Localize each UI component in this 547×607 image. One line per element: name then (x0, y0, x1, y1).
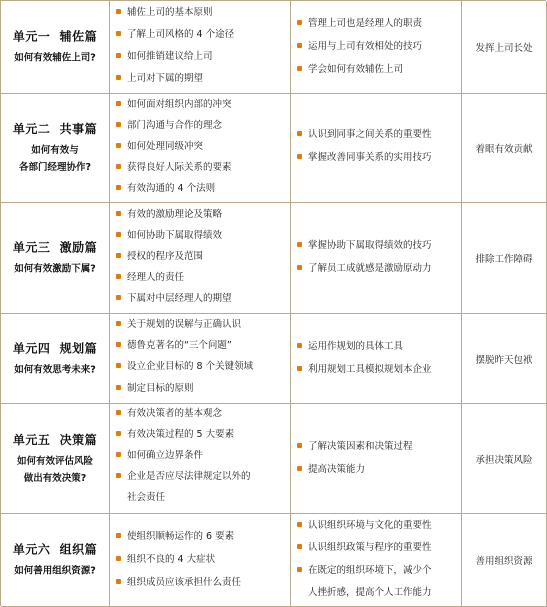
unit-title: 单元一 辅佐篇 (12, 29, 98, 44)
bullet-icon (116, 473, 121, 478)
bullet-icon (116, 410, 121, 415)
unit-header-cell (1, 203, 110, 313)
bullet-icon (116, 342, 121, 347)
topics-cell: 辅佐上司的基本原则 了解上司风格的 4 个途径 如何推销建议给上司 上司对下属的期望 (110, 1, 291, 93)
bullet-icon (116, 9, 121, 14)
result-cell (462, 404, 547, 513)
unit-title: 单元二 共事篇 (12, 122, 98, 136)
bullet-icon (297, 43, 302, 48)
topics-cell: 如何面对组织内部的冲突 部门沟通与合作的理念 如何处理同级冲突 获得良好人际关系的要素 有效沟通的 4 个法则 (110, 94, 291, 202)
unit-question: 如何善用组织资源? (14, 565, 96, 577)
bullet-icon (297, 242, 302, 247)
bullet-icon (297, 544, 302, 549)
unit-row (1, 514, 547, 607)
bullet-icon (116, 385, 121, 390)
result-cell (462, 314, 547, 403)
result-text: 排除工作障碍 (475, 254, 533, 265)
result-text: 善用组织资源 (475, 556, 533, 567)
unit-header-cell (1, 514, 110, 606)
bullet-icon (116, 75, 121, 80)
bullet-icon (116, 53, 121, 58)
result-cell (462, 1, 547, 93)
unit-title: 单元五 决策篇 (12, 432, 98, 447)
bullet-icon (116, 164, 121, 169)
unit-row (1, 1, 547, 94)
bullet-icon (116, 122, 121, 127)
bullet-icon (116, 295, 121, 300)
unit-header-cell (1, 314, 110, 403)
result-text: 着眼有效贡献 (475, 144, 533, 155)
bullet-icon (116, 232, 121, 237)
bullet-icon (116, 101, 121, 106)
unit-row (1, 203, 547, 314)
bullet-icon (116, 452, 121, 457)
unit-question: 如何有效与 各部门经理协作? (18, 145, 91, 173)
unit-question: 如何有效辅佐上司? (14, 52, 96, 64)
goals-cell: 了解决策因素和决策过程 提高决策能力 (291, 404, 462, 513)
topics-cell: 有效的激励理论及策略 如何协助下属取得绩效 授权的程序及范围 经理人的责任 下属对中层经理人的期望 (110, 203, 291, 313)
unit-question: 如何有效评估风险 做出有效决策? (16, 455, 93, 484)
unit-header-cell (1, 404, 110, 513)
result-text: 发挥上司长处 (475, 43, 533, 54)
unit-header-cell (1, 94, 110, 202)
result-cell (462, 514, 547, 606)
result-cell (462, 94, 547, 202)
bullet-icon (116, 579, 121, 584)
bullet-icon (297, 154, 302, 159)
bullet-icon (116, 31, 121, 36)
bullet-icon (297, 522, 302, 527)
bullet-icon (116, 211, 121, 216)
topics-cell: 关于规划的误解与正确认识 德鲁克著名的“三个问题” 设立企业目标的 8 个关键领域 制定目标的原则 (110, 314, 291, 403)
bullet-icon (116, 321, 121, 326)
bullet-icon (116, 185, 121, 190)
unit-question: 如何有效激励下属? (14, 263, 96, 275)
bullet-icon (116, 253, 121, 258)
goals-cell: 认识到同事之间关系的重要性 掌握改善同事关系的实用技巧 (291, 94, 462, 202)
topics-cell: 使组织顺畅运作的 6 要素 组织不良的 4 大症状 组织成员应该承担什么责任 (110, 514, 291, 606)
goals-cell: 掌握协助下属取得绩效的技巧 了解员工成就感是激励原动力 (291, 203, 462, 313)
bullet-icon (116, 363, 121, 368)
bullet-icon (116, 556, 121, 561)
goals-cell: 运用作规划的具体工具 利用规划工具模拟规划本企业 (291, 314, 462, 403)
unit-row (1, 94, 547, 203)
unit-row (1, 314, 547, 404)
bullet-icon (297, 466, 302, 471)
bullet-icon (116, 143, 121, 148)
bullet-icon (116, 274, 121, 279)
goals-cell: 管理上司也是经理人的职责 运用与上司有效相处的技巧 学会如何有效辅佐上司 (291, 1, 462, 93)
bullet-icon (297, 443, 302, 448)
bullet-icon (297, 567, 302, 572)
bullet-icon (297, 20, 302, 25)
bullet-icon (297, 265, 302, 270)
bullet-icon (116, 533, 121, 538)
unit-title: 单元六 组织篇 (12, 542, 98, 557)
bullet-icon (297, 66, 302, 71)
goals-cell: 认识组织环境与文化的重要性 认识组织政策与程序的重要性 在既定的组织环境下，减少个 人挫折感，提高个人工作能力 (291, 514, 462, 606)
unit-row (1, 404, 547, 514)
bullet-icon (116, 431, 121, 436)
result-text: 摆脱昨天包袱 (475, 354, 533, 366)
result-cell (462, 203, 547, 313)
topics-cell: 有效决策者的基本观念 有效决策过程的 5 大要素 如何确立边界条件 企业是否应尽法律规定以外的 社会责任 (110, 404, 291, 513)
bullet-icon (297, 131, 302, 136)
bullet-icon (297, 366, 302, 371)
bullet-icon (297, 343, 302, 348)
unit-question: 如何有效思考未来? (14, 364, 96, 375)
unit-title: 单元三 激励篇 (12, 240, 98, 255)
result-text: 承担决策风险 (475, 454, 533, 466)
unit-header-cell (1, 1, 110, 93)
unit-title: 单元四 规划篇 (12, 341, 98, 355)
